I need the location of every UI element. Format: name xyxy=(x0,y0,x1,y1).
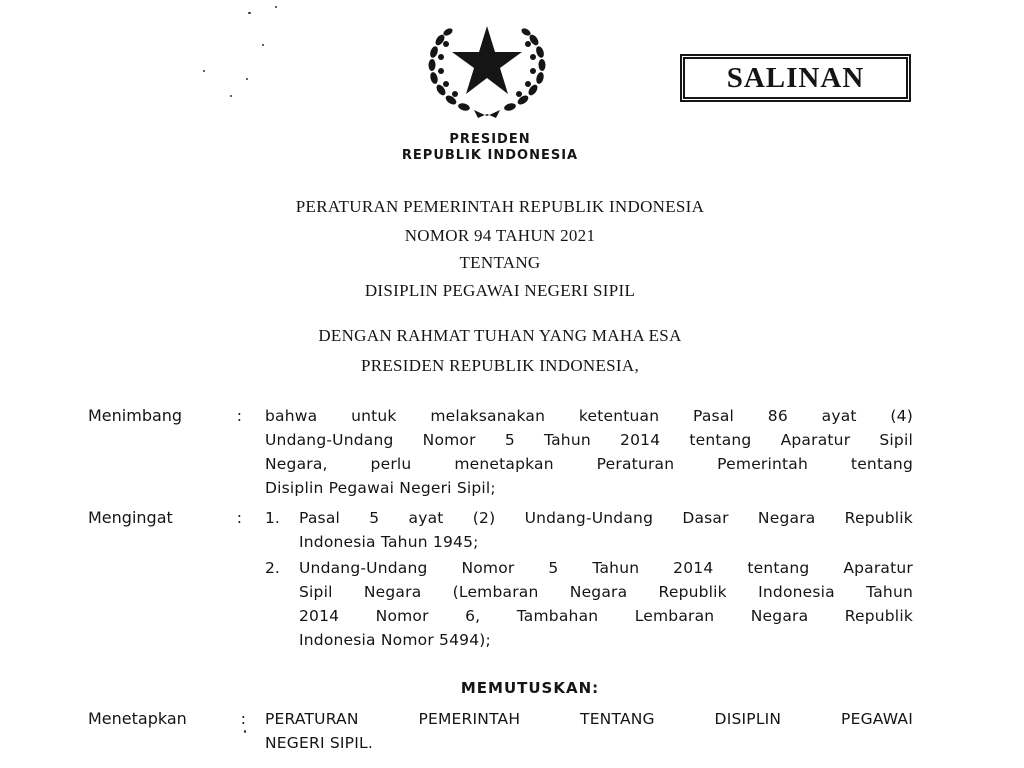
memutuskan-heading: MEMUTUSKAN: xyxy=(460,679,600,697)
scan-speck xyxy=(230,95,232,97)
regulation-number: NOMOR 94 TAHUN 2021 xyxy=(404,226,596,245)
mengingat-item-1-line: Pasal 5 ayat (2) Undang-Undang Dasar Negara Republik xyxy=(299,509,913,527)
issuer-line-2: REPUBLIK INDONESIA xyxy=(401,148,579,163)
preamble-line-2: PRESIDEN REPUBLIK INDONESIA, xyxy=(360,356,640,375)
mengingat-item-2-line: Indonesia Nomor 5494); xyxy=(299,631,491,649)
scan-speck xyxy=(248,12,251,14)
mengingat-item-2-line: Undang-Undang Nomor 5 Tahun 2014 tentang Aparatur xyxy=(299,559,913,577)
presidential-star-emblem-icon xyxy=(418,10,556,120)
preamble-line-1: DENGAN RAHMAT TUHAN YANG MAHA ESA xyxy=(318,326,682,345)
regulation-tentang: TENTANG xyxy=(459,253,541,272)
mengingat-item-2-line: 2014 Nomor 6, Tambahan Lembaran Negara Republik xyxy=(299,607,913,625)
mengingat-label: Mengingat xyxy=(88,508,173,527)
scan-speck xyxy=(203,70,205,72)
mengingat-item-2-text xyxy=(299,556,913,652)
scan-speck xyxy=(275,6,277,8)
menetapkan-label: Menetapkan xyxy=(88,709,187,728)
menimbang-text xyxy=(265,404,913,500)
scan-speck xyxy=(262,44,264,46)
copy-stamp: SALINAN xyxy=(683,57,908,99)
menimbang-line: Disiplin Pegawai Negeri Sipil; xyxy=(265,479,496,497)
mengingat-item-2-line: Sipil Negara (Lembaran Negara Republik Indonesia Tahun xyxy=(299,583,913,601)
mengingat-item-2-number: 2. xyxy=(265,559,280,577)
regulation-subject: DISIPLIN PEGAWAI NEGERI SIPIL xyxy=(364,281,636,300)
menimbang-line: Negara, perlu menetapkan Peraturan Pemerintah tentang xyxy=(265,455,913,473)
menimbang-label: Menimbang xyxy=(88,406,183,425)
menetapkan-colon: : xyxy=(241,709,246,728)
menimbang-line: bahwa untuk melaksanakan ketentuan Pasal 86 ayat (4) xyxy=(265,407,913,425)
issuer-line-1: PRESIDEN xyxy=(449,132,531,147)
menetapkan-text xyxy=(265,707,913,755)
menetapkan-line: PERATURAN PEMERINTAH TENTANG DISIPLIN PEGAWAI xyxy=(265,710,913,728)
mengingat-colon: : xyxy=(237,508,242,527)
regulation-title: PERATURAN PEMERINTAH REPUBLIK INDONESIA xyxy=(295,197,705,216)
mengingat-item-1-text xyxy=(299,506,913,554)
menetapkan-line: NEGERI SIPIL. xyxy=(265,734,373,752)
mengingat-item-1-number: 1. xyxy=(265,509,280,527)
menimbang-colon: : xyxy=(237,406,242,425)
mengingat-item-1-line: Indonesia Tahun 1945; xyxy=(299,533,479,551)
menimbang-line: Undang-Undang Nomor 5 Tahun 2014 tentang Aparatur Sipil xyxy=(265,431,913,449)
scan-speck xyxy=(246,78,248,80)
